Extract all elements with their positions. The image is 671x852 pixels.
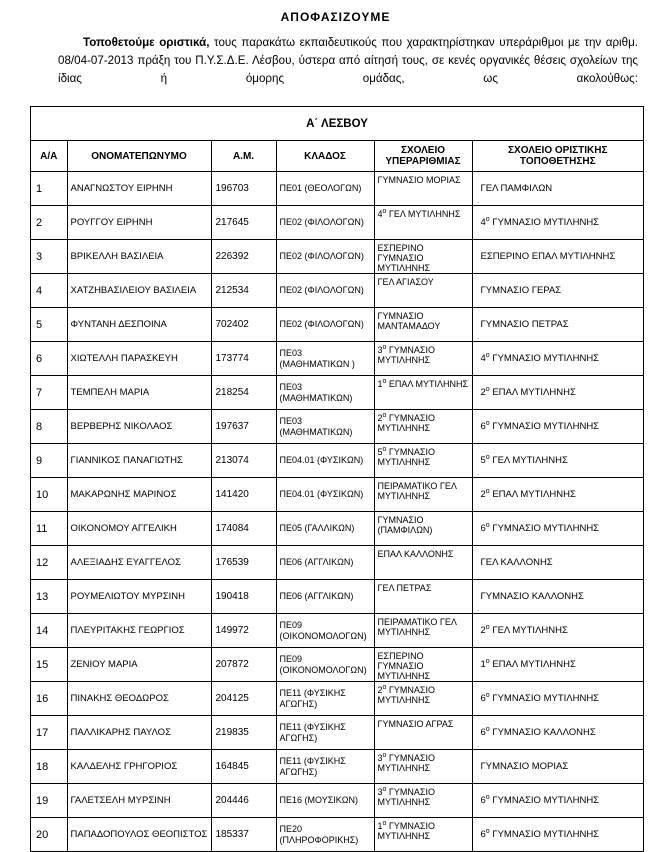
row-school-to: $1^o$ ΕΠΑΛ ΜΥΤΙΛΗΝΗΣ (472, 648, 643, 682)
row-school-to: ΓΥΜΝΑΣΙΟ ΓΕΡΑΣ (472, 274, 643, 308)
row-name: ΧΙΩΤΕΛΛΗ ΠΑΡΑΣΚΕΥΗ (67, 342, 211, 376)
row-school-to: $5^o$ ΓΕΛ ΜΥΤΙΛΗΝΗΣ (472, 444, 643, 478)
table-header-row (31, 141, 643, 172)
row-number: 3 (31, 240, 67, 274)
row-am: 176539 (211, 546, 276, 580)
table-row (31, 580, 643, 614)
row-name: ΦΥΝΤΑΝΗ ΔΕΣΠΟΙΝΑ (67, 308, 211, 342)
row-am: 226392 (211, 240, 276, 274)
region-title: Α΄ ΛΕΣΒΟΥ (31, 107, 643, 141)
row-number: 7 (31, 376, 67, 410)
row-school-from: ΕΣΠΕΡΙΝΟ ΓΥΜΝΑΣΙΟ ΜΥΤΙΛΗΝΗΣ (374, 240, 472, 274)
row-name: ΠΑΠΑΔΟΠΟΥΛΟΣ ΘΕΟΠΙΣΤΟΣ (67, 818, 211, 852)
row-number: 2 (31, 206, 67, 240)
row-number: 11 (31, 512, 67, 546)
row-school-from: ΠΕΙΡΑΜΑΤΙΚΟ ΓΕΛ ΜΥΤΙΛΗΝΗΣ (374, 478, 472, 512)
row-am: 217645 (211, 206, 276, 240)
table-row (31, 342, 643, 376)
table-row (31, 410, 643, 444)
table-row (31, 784, 643, 818)
table-row (31, 546, 643, 580)
row-school-from: ΓΥΜΝΑΣΙΟ (ΠΑΜΦΙΛΩΝ) (374, 512, 472, 546)
row-number: 12 (31, 546, 67, 580)
row-number: 17 (31, 716, 67, 750)
row-name: ΑΛΕΞΙΑΔΗΣ ΕΥΑΓΓΕΛΟΣ (67, 546, 211, 580)
row-klados: ΠΕ09 (ΟΙΚΟΝΟΜΟΛΟΓΩΝ) (276, 614, 374, 648)
row-name: ΡΟΥΜΕΛΙΩΤΟΥ ΜΥΡΣΙΝΗ (67, 580, 211, 614)
row-school-to: ΕΣΠΕΡΙΝΟ ΕΠΑΛ ΜΥΤΙΛΗΝΗΣ (472, 240, 643, 274)
row-klados: ΠΕ11 (ΦΥΣΙΚΗΣ ΑΓΩΓΗΣ) (276, 750, 374, 784)
row-number: 18 (31, 750, 67, 784)
header-school-from: ΣΧΟΛΕΙΟ ΥΠΕΡΑΡΙΘΜΙΑΣ (374, 141, 472, 172)
row-number: 4 (31, 274, 67, 308)
row-name: ΒΡΙΚΕΛΛΗ ΒΑΣΙΛΕΙΑ (67, 240, 211, 274)
row-am: 164845 (211, 750, 276, 784)
row-school-to: ΓΥΜΝΑΣΙΟ ΜΟΡΙΑΣ (472, 750, 643, 784)
row-am: 196703 (211, 172, 276, 206)
table-row (31, 614, 643, 648)
row-school-from: ΕΣΠΕΡΙΝΟ ΓΥΜΝΑΣΙΟ ΜΥΤΙΛΗΝΗΣ (374, 648, 472, 682)
table-row (31, 818, 643, 852)
row-am: 173774 (211, 342, 276, 376)
row-school-from: ΓΥΜΝΑΣΙΟ ΜΟΡΙΑΣ (374, 172, 472, 206)
row-name: ΑΝΑΓΝΩΣΤΟΥ ΕΙΡΗΝΗ (67, 172, 211, 206)
row-klados: ΠΕ06 (ΑΓΓΛΙΚΩΝ) (276, 546, 374, 580)
row-name: ΠΑΛΛΙΚΑΡΗΣ ΠΑΥΛΟΣ (67, 716, 211, 750)
row-number: 19 (31, 784, 67, 818)
row-school-from: $1^o$ ΕΠΑΛ ΜΥΤΙΛΗΝΗΣ (374, 376, 472, 410)
row-klados: ΠΕ04.01 (ΦΥΣΙΚΩΝ) (276, 444, 374, 478)
row-school-from: $1^o$ ΓΥΜΝΑΣΙΟ ΜΥΤΙΛΗΝΗΣ (374, 818, 472, 852)
row-am: 702402 (211, 308, 276, 342)
row-name: ΤΕΜΠΕΛΗ ΜΑΡΙΑ (67, 376, 211, 410)
table-row (31, 716, 643, 750)
table-row (31, 512, 643, 546)
row-number: 5 (31, 308, 67, 342)
row-school-from: $3^o$ ΓΥΜΝΑΣΙΟ ΜΥΤΙΛΗΝΗΣ (374, 750, 472, 784)
table-row (31, 240, 643, 274)
row-school-to: $6^o$ ΓΥΜΝΑΣΙΟ ΜΥΤΙΛΗΝΗΣ (472, 818, 643, 852)
row-school-from: ΓΕΛ ΑΓΙΑΣΟΥ (374, 274, 472, 308)
row-name: ΠΙΝΑΚΗΣ ΘΕΟΔΩΡΟΣ (67, 682, 211, 716)
row-school-from: $5^o$ ΓΥΜΝΑΣΙΟ ΜΥΤΙΛΗΝΗΣ (374, 444, 472, 478)
row-klados: ΠΕ11 (ΦΥΣΙΚΗΣ ΑΓΩΓΗΣ) (276, 716, 374, 750)
row-school-to: $6^o$ ΓΥΜΝΑΣΙΟ ΜΥΤΙΛΗΝΗΣ (472, 512, 643, 546)
table-row (31, 274, 643, 308)
placement-table (30, 106, 644, 852)
row-school-to: $2^o$ ΕΠΑΛ ΜΥΤΙΛΗΝΗΣ (472, 376, 643, 410)
table-row (31, 648, 643, 682)
row-am: 207872 (211, 648, 276, 682)
row-school-from: ΠΕΙΡΑΜΑΤΙΚΟ ΓΕΛ ΜΥΤΙΛΗΝΗΣ (374, 614, 472, 648)
row-number: 10 (31, 478, 67, 512)
row-school-to: ΓΕΛ ΠΑΜΦΙΛΩΝ (472, 172, 643, 206)
row-am: 204125 (211, 682, 276, 716)
row-school-to: $2^o$ ΕΠΑΛ ΜΥΤΙΛΗΝΗΣ (472, 478, 643, 512)
row-name: ΓΑΛΕΤΣΕΛΗ ΜΥΡΣΙΝΗ (67, 784, 211, 818)
row-number: 9 (31, 444, 67, 478)
row-school-to: $2^o$ ΓΕΛ ΜΥΤΙΛΗΝΗΣ (472, 614, 643, 648)
row-school-from: $3^o$ ΓΥΜΝΑΣΙΟ ΜΥΤΙΛΗΝΗΣ (374, 784, 472, 818)
row-name: ΜΑΚΑΡΩΝΗΣ ΜΑΡΙΝΟΣ (67, 478, 211, 512)
row-klados: ΠΕ01 (ΘΕΟΛΟΓΩΝ) (276, 172, 374, 206)
row-klados: ΠΕ04.01 (ΦΥΣΙΚΩΝ) (276, 478, 374, 512)
header-am: Α.Μ. (211, 141, 276, 172)
row-klados: ΠΕ03 (ΜΑΘΗΜΑΤΙΚΩΝ ) (276, 342, 374, 376)
row-school-from: ΓΕΛ ΠΕΤΡΑΣ (374, 580, 472, 614)
row-number: 8 (31, 410, 67, 444)
row-am: 174084 (211, 512, 276, 546)
row-name: ΠΛΕΥΡΙΤΑΚΗΣ ΓΕΩΡΓΙΟΣ (67, 614, 211, 648)
row-name: ΖΕΝΙΟΥ ΜΑΡΙΑ (67, 648, 211, 682)
row-am: 149972 (211, 614, 276, 648)
row-name: ΡΟΥΓΓΟΥ ΕΙΡΗΝΗ (67, 206, 211, 240)
row-school-from: $2^o$ ΓΥΜΝΑΣΙΟ ΜΥΤΙΛΗΝΗΣ (374, 682, 472, 716)
table-row (31, 444, 643, 478)
row-number: 6 (31, 342, 67, 376)
intro-text: τους παρακάτω εκπαιδευτικούς που χαρακτηρίστηκαν υπεράριθμοι με την αριθμ. 08/04-07-2013 πράξη του Π.Υ.Σ.Δ.Ε. Λέσβου, ύστερα από αίτησή τους, σε κενές οργανικές θέσεις σχολείων της ίδιας ή όμορης ομάδας, ως ακολούθως: (58, 36, 638, 85)
row-klados: ΠΕ02 (ΦΙΛΟΛΟΓΩΝ) (276, 240, 374, 274)
table-row (31, 376, 643, 410)
table-row (31, 478, 643, 512)
row-am: 197637 (211, 410, 276, 444)
row-school-to: $4^o$ ΓΥΜΝΑΣΙΟ ΜΥΤΙΛΗΝΗΣ (472, 342, 643, 376)
row-am: 141420 (211, 478, 276, 512)
intro-bold: Τοποθετούμε οριστικά, (83, 36, 210, 49)
row-number: 14 (31, 614, 67, 648)
table-row (31, 682, 643, 716)
table-row (31, 172, 643, 206)
row-klados: ΠΕ02 (ΦΙΛΟΛΟΓΩΝ) (276, 206, 374, 240)
row-school-to: $6^o$ ΓΥΜΝΑΣΙΟ ΚΑΛΛΟΝΗΣ (472, 716, 643, 750)
table-row (31, 750, 643, 784)
table-row (31, 308, 643, 342)
row-school-to: ΓΕΛ ΚΑΛΛΟΝΗΣ (472, 546, 643, 580)
row-am: 218254 (211, 376, 276, 410)
row-school-to: $6^o$ ΓΥΜΝΑΣΙΟ ΜΥΤΙΛΗΝΗΣ (472, 682, 643, 716)
header-klados: ΚΛΑΔΟΣ (276, 141, 374, 172)
row-klados: ΠΕ06 (ΑΓΓΛΙΚΩΝ) (276, 580, 374, 614)
row-school-to: ΓΥΜΝΑΣΙΟ ΚΑΛΛΟΝΗΣ (472, 580, 643, 614)
row-school-to: $6^o$ ΓΥΜΝΑΣΙΟ ΜΥΤΙΛΗΝΗΣ (472, 784, 643, 818)
row-number: 16 (31, 682, 67, 716)
row-name: ΚΑΛΔΕΛΗΣ ΓΡΗΓΟΡΙΟΣ (67, 750, 211, 784)
row-school-from: ΓΥΜΝΑΣΙΟ ΜΑΝΤΑΜΑΔΟΥ (374, 308, 472, 342)
row-number: 1 (31, 172, 67, 206)
row-am: 213074 (211, 444, 276, 478)
header-aa: Α/Α (31, 141, 67, 172)
row-school-to: ΓΥΜΝΑΣΙΟ ΠΕΤΡΑΣ (472, 308, 643, 342)
row-name: ΧΑΤΖΗΒΑΣΙΛΕΙΟΥ ΒΑΣΙΛΕΙΑ (67, 274, 211, 308)
row-am: 185337 (211, 818, 276, 852)
document-heading: ΑΠΟΦΑΣΙΖΟΥΜΕ (280, 10, 391, 24)
row-school-to: $4^o$ ΓΥΜΝΑΣΙΟ ΜΥΤΙΛΗΝΗΣ (472, 206, 643, 240)
row-am: 219835 (211, 716, 276, 750)
intro-paragraph (58, 34, 638, 106)
row-klados: ΠΕ16 (ΜΟΥΣΙΚΩΝ) (276, 784, 374, 818)
row-number: 15 (31, 648, 67, 682)
row-klados: ΠΕ09 (ΟΙΚΟΝΟΜΟΛΟΓΩΝ) (276, 648, 374, 682)
row-name: ΒΕΡΒΕΡΗΣ ΝΙΚΟΛΑΟΣ (67, 410, 211, 444)
row-am: 190418 (211, 580, 276, 614)
row-number: 13 (31, 580, 67, 614)
row-school-from: $4^o$ ΓΕΛ ΜΥΤΙΛΗΝΗΣ (374, 206, 472, 240)
row-klados: ΠΕ02 (ΦΙΛΟΛΟΓΩΝ) (276, 308, 374, 342)
header-school-to: ΣΧΟΛΕΙΟ ΟΡΙΣΤΙΚΗΣ ΤΟΠΟΘΕΤΗΣΗΣ (472, 141, 643, 172)
table-row (31, 206, 643, 240)
header-name: ΟΝΟΜΑΤΕΠΩΝΥΜΟ (67, 141, 211, 172)
row-am: 212534 (211, 274, 276, 308)
row-name: ΓΙΑΝΝΙΚΟΣ ΠΑΝΑΓΙΩΤΗΣ (67, 444, 211, 478)
row-school-to: $6^o$ ΓΥΜΝΑΣΙΟ ΜΥΤΙΛΗΝΗΣ (472, 410, 643, 444)
row-klados: ΠΕ03 (ΜΑΘΗΜΑΤΙΚΩΝ) (276, 410, 374, 444)
row-school-from: ΓΥΜΝΑΣΙΟ ΑΓΡΑΣ (374, 716, 472, 750)
row-klados: ΠΕ03 (ΜΑΘΗΜΑΤΙΚΩΝ) (276, 376, 374, 410)
row-school-from: $2^o$ ΓΥΜΝΑΣΙΟ ΜΥΤΙΛΗΝΗΣ (374, 410, 472, 444)
row-klados: ΠΕ05 (ΓΑΛΛΙΚΩΝ) (276, 512, 374, 546)
row-number: 20 (31, 818, 67, 852)
row-name: ΟΙΚΟΝΟΜΟΥ ΑΓΓΕΛΙΚΗ (67, 512, 211, 546)
row-klados: ΠΕ20 (ΠΛΗΡΟΦΟΡΙΚΗΣ) (276, 818, 374, 852)
row-klados: ΠΕ02 (ΦΙΛΟΛΟΓΩΝ) (276, 274, 374, 308)
row-klados: ΠΕ11 (ΦΥΣΙΚΗΣ ΑΓΩΓΗΣ) (276, 682, 374, 716)
row-am: 204446 (211, 784, 276, 818)
row-school-from: $3^o$ ΓΥΜΝΑΣΙΟ ΜΥΤΙΛΗΝΗΣ (374, 342, 472, 376)
table-body (31, 172, 643, 852)
row-school-from: ΕΠΑΛ ΚΑΛΛΟΝΗΣ (374, 546, 472, 580)
